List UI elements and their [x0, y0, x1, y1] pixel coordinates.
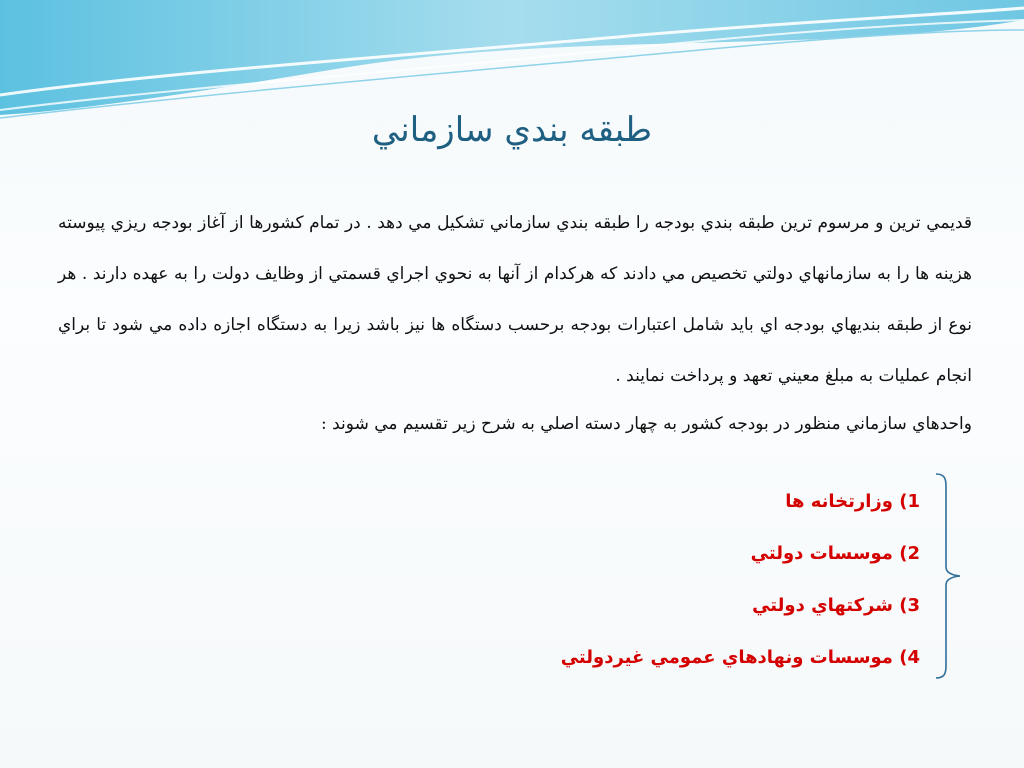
list-item: 2) موسسات دولتي	[750, 543, 920, 564]
list-item: 1) وزارتخانه ها	[785, 491, 920, 512]
category-list	[561, 480, 920, 688]
right-brace-icon	[932, 472, 964, 682]
list-item: 3) شركتهاي دولتي	[752, 595, 920, 616]
paragraph-1: قديمي ترين و مرسوم ترين طبقه بندي بودجه را طبقه بندي سازماني تشكيل مي دهد . در تمام كشورها از آغاز بودجه ريزي پيوسته هزينه ها را به سازمانهاي دولتي تخصيص مي دادند كه هركدام از آنها به نحوي اجراي قسمتي از وظايف دولت را به عهده دارند . هر نوع از طبقه بنديهاي بودجه اي بايد شامل اعتبارات بودجه برحسب دستگاه ها نيز باشد زيرا به دستگاه اجازه داده مي شود تا براي انجام عمليات به مبلغ معيني تعهد و پرداخت نمايند .	[58, 213, 972, 386]
paragraph-2: واحدهاي سازماني منظور در بودجه كشور به چهار دسته اصلي به شرح زير تقسيم مي شوند :	[321, 414, 972, 434]
slide-title: طبقه بندي سازماني	[371, 110, 653, 150]
body-paragraph	[58, 198, 972, 402]
list-item: 4) موسسات ونهادهاي عمومي غيردولتي	[560, 647, 920, 668]
